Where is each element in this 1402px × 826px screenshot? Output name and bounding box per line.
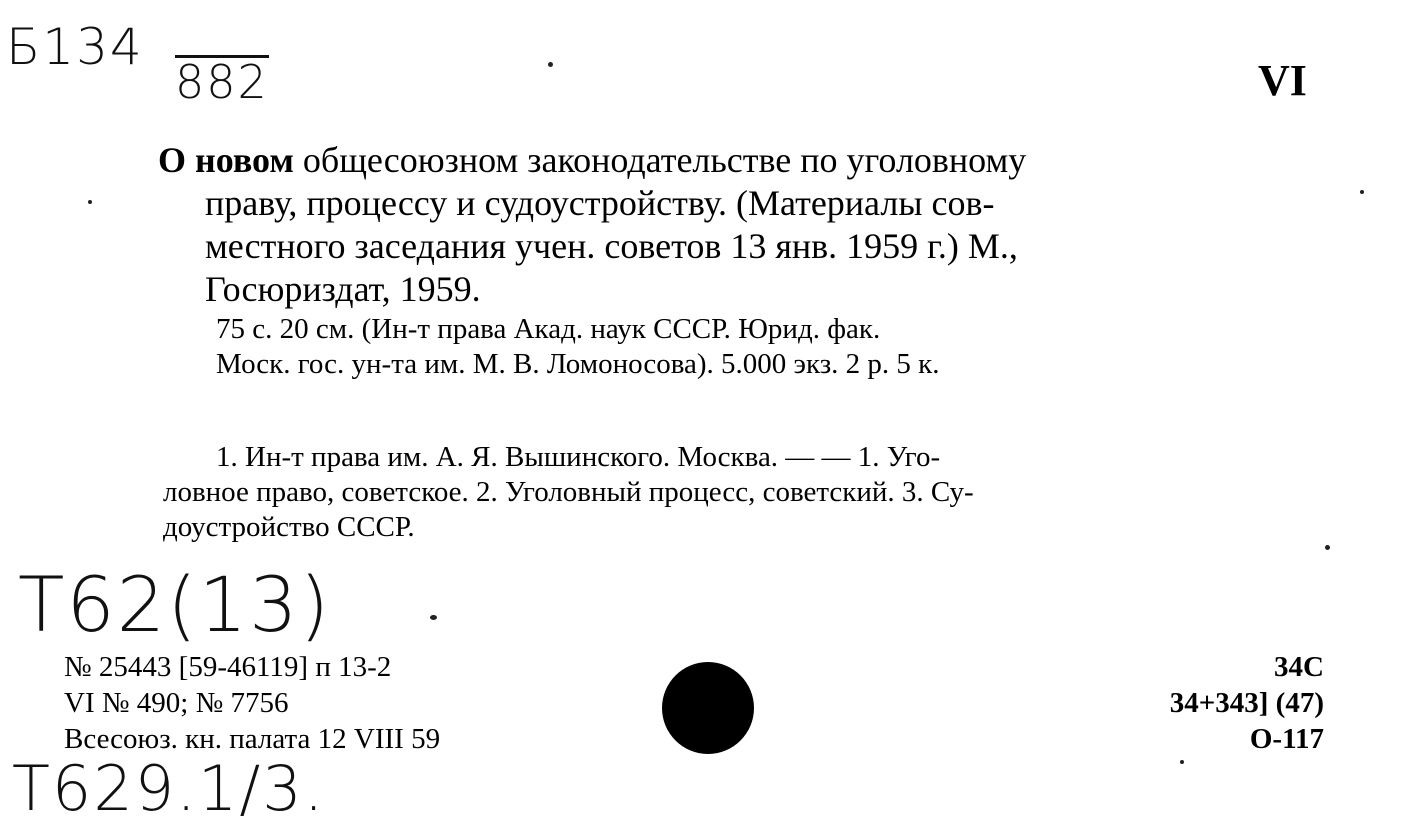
ink-speck <box>88 200 92 204</box>
subject-line-1: 1. Ин-т права им. А. Я. Вышинского. Москва. — — 1. Уго- <box>216 441 941 473</box>
description-line-2: Моск. гос. ун-та им. М. В. Ломоносова). 5.000 экз. 2 р. 5 к. <box>216 348 940 380</box>
ink-speck <box>430 615 437 620</box>
section-mark: VI <box>1258 56 1307 105</box>
subject-line-2: ловное право, советское. 2. Уголовный процесс, советский. 3. Су- <box>163 476 974 508</box>
ink-speck <box>548 62 553 67</box>
code-line-3: О-117 <box>1249 723 1324 755</box>
imprint-line-1: № 25443 [59-46119] п 13-2 <box>64 651 392 683</box>
title-line-1 <box>158 140 1026 180</box>
title-line-2: праву, процессу и судоустройству. (Материалы сов- <box>205 183 995 223</box>
handwritten-class-mark: Т62(13) <box>18 560 332 649</box>
punch-hole <box>662 662 754 754</box>
code-line-2: 34+343] (47) <box>1169 687 1324 719</box>
title-bold: О новом <box>158 140 294 180</box>
ink-speck <box>1360 190 1364 194</box>
imprint-line-2: VI № 490; № 7756 <box>64 687 289 719</box>
title-line-3: местного заседания учен. советов 13 янв. 1959 г.) М., <box>205 226 1018 266</box>
code-line-1: 34С <box>1274 651 1324 683</box>
title-text: общесоюзном законодательстве по уголовному <box>302 140 1027 180</box>
handwritten-shelfmark: Б134 <box>6 18 144 76</box>
handwritten-call-number: Т629.1/3. <box>12 752 326 825</box>
subject-line-3: доустройство СССР. <box>163 511 415 543</box>
ink-speck <box>1180 760 1184 764</box>
ink-speck <box>1325 545 1330 550</box>
title-line-4: Госюриздат, 1959. <box>205 269 481 309</box>
imprint-line-3: Всесоюз. кн. палата 12 VIII 59 <box>64 723 441 755</box>
description-line-1: 75 с. 20 см. (Ин-т права Акад. наук СССР. Юрид. фак. <box>216 313 881 345</box>
handwritten-number: 882 <box>175 55 269 109</box>
